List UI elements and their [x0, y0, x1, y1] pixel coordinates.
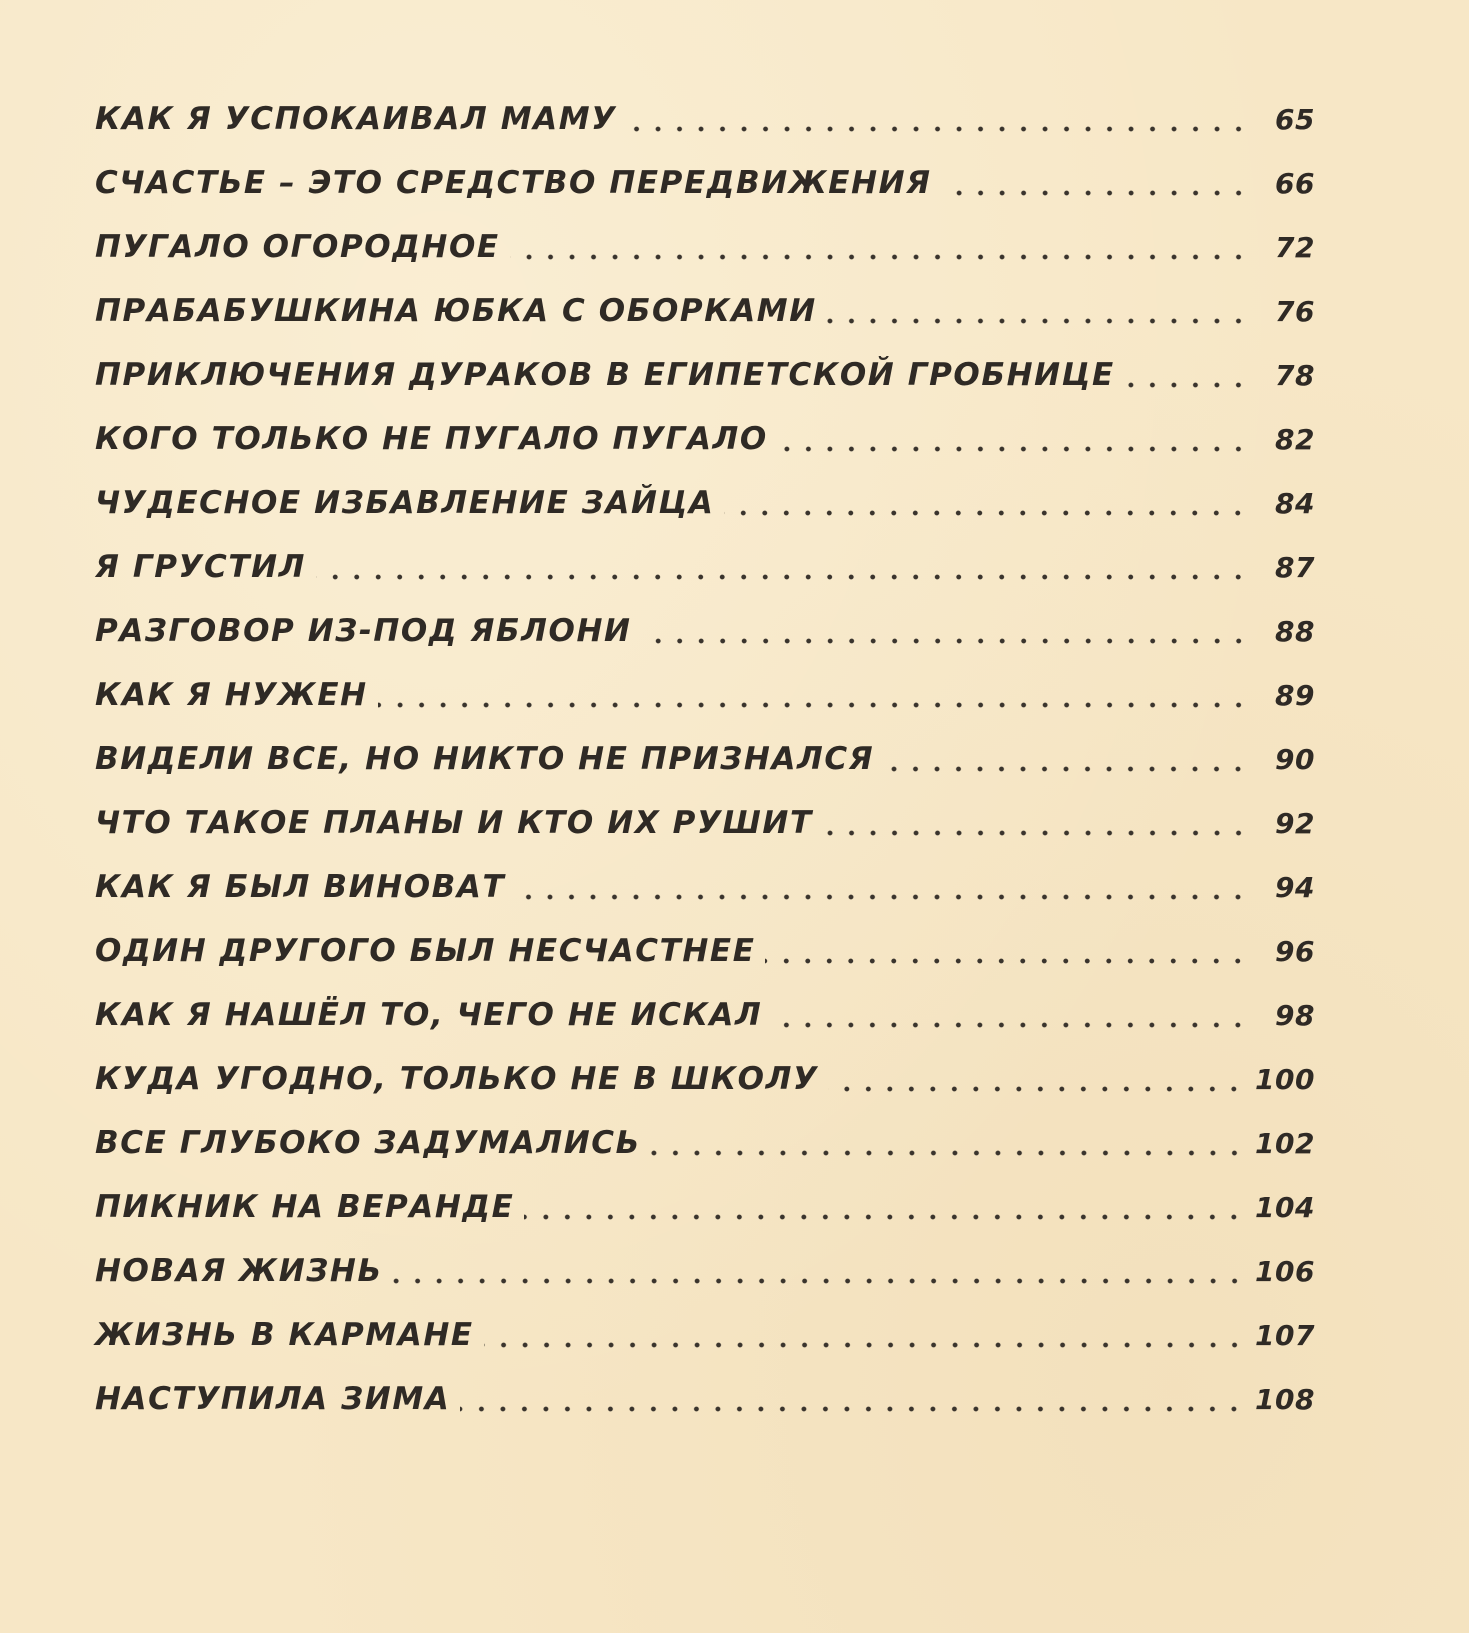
- toc-entry: [95, 1367, 1315, 1431]
- toc-entry-page: 104: [1255, 1190, 1315, 1224]
- toc-entry-page: 78: [1275, 358, 1315, 392]
- toc-entry-page: 100: [1255, 1062, 1315, 1096]
- dot-leader: [884, 742, 1253, 776]
- dot-leader: [765, 934, 1253, 968]
- dot-leader: [772, 998, 1253, 1032]
- toc-entry-page: 84: [1275, 486, 1315, 520]
- dot-leader: [828, 1062, 1249, 1096]
- toc-entry-title: КАК Я НАШЁЛ ТО, ЧЕГО НЕ ИСКАЛ: [95, 997, 763, 1033]
- toc-entry: [95, 855, 1315, 919]
- toc-entry: [95, 87, 1315, 151]
- toc-entry-title: НАСТУПИЛА ЗИМА: [95, 1381, 451, 1417]
- toc-entry-page: 66: [1275, 166, 1315, 200]
- toc-entry-page: 88: [1275, 614, 1315, 648]
- toc-entry-page: 98: [1275, 998, 1315, 1032]
- toc-entry: [95, 599, 1315, 663]
- dot-leader: [627, 102, 1253, 136]
- toc-entry-page: 94: [1275, 870, 1315, 904]
- toc-entry: [95, 535, 1315, 599]
- toc-entry: [95, 1111, 1315, 1175]
- toc-entry: [95, 727, 1315, 791]
- toc-entry-page: 65: [1275, 102, 1315, 136]
- dot-leader: [393, 1254, 1249, 1288]
- toc-entry-page: 96: [1275, 934, 1315, 968]
- dot-leader: [316, 550, 1253, 584]
- toc-entry: [95, 1047, 1315, 1111]
- toc-entry-title: Я ГРУСТИЛ: [95, 549, 307, 585]
- dot-leader: [515, 870, 1253, 904]
- dot-leader: [827, 294, 1253, 328]
- toc-entry-title: КОГО ТОЛЬКО НЕ ПУГАЛО ПУГАЛО: [95, 421, 768, 457]
- toc-entry: [95, 407, 1315, 471]
- dot-leader: [651, 1126, 1249, 1160]
- dot-leader: [460, 1382, 1249, 1416]
- toc-entry-page: 107: [1255, 1318, 1315, 1352]
- toc-entry: [95, 791, 1315, 855]
- toc-entry-title: ОДИН ДРУГОГО БЫЛ НЕСЧАСТНЕЕ: [95, 933, 756, 969]
- toc-entry-title: ВСЕ ГЛУБОКО ЗАДУМАЛИСЬ: [95, 1125, 641, 1161]
- toc-entry: [95, 471, 1315, 535]
- toc-entry-title: ЧУДЕСНОЕ ИЗБАВЛЕНИЕ ЗАЙЦА: [95, 485, 715, 521]
- dot-leader: [942, 166, 1253, 200]
- table-of-contents: [95, 87, 1315, 1431]
- toc-entry-title: ЖИЗНЬ В КАРМАНЕ: [95, 1317, 474, 1353]
- toc-entry: [95, 983, 1315, 1047]
- toc-entry-title: ПУГАЛО ОГОРОДНОЕ: [95, 229, 500, 265]
- toc-entry-title: ПРИКЛЮЧЕНИЯ ДУРАКОВ В ЕГИПЕТСКОЙ ГРОБНИЦЕ: [95, 357, 1115, 393]
- dot-leader: [484, 1318, 1249, 1352]
- toc-entry-page: 92: [1275, 806, 1315, 840]
- dot-leader: [823, 806, 1253, 840]
- toc-entry-title: КУДА УГОДНО, ТОЛЬКО НЕ В ШКОЛУ: [95, 1061, 819, 1097]
- toc-entry: [95, 1303, 1315, 1367]
- toc-entry-title: КАК Я УСПОКАИВАЛ МАМУ: [95, 101, 617, 137]
- dot-leader: [510, 230, 1253, 264]
- toc-entry-page: 90: [1275, 742, 1315, 776]
- toc-entry-page: 102: [1255, 1126, 1315, 1160]
- toc-entry: [95, 215, 1315, 279]
- dot-leader: [378, 678, 1253, 712]
- dot-leader: [524, 1190, 1249, 1224]
- toc-entry: [95, 663, 1315, 727]
- toc-entry-title: НОВАЯ ЖИЗНЬ: [95, 1253, 383, 1289]
- toc-entry-title: ПРАБАБУШКИНА ЮБКА С ОБОРКАМИ: [95, 293, 817, 329]
- toc-entry-title: КАК Я НУЖЕН: [95, 677, 368, 713]
- toc-entry: [95, 1175, 1315, 1239]
- toc-entry-title: ВИДЕЛИ ВСЕ, НО НИКТО НЕ ПРИЗНАЛСЯ: [95, 741, 875, 777]
- dot-leader: [1125, 358, 1253, 392]
- toc-entry: [95, 279, 1315, 343]
- toc-entry: [95, 151, 1315, 215]
- toc-entry-page: 89: [1275, 678, 1315, 712]
- toc-entry-title: РАЗГОВОР ИЗ-ПОД ЯБЛОНИ: [95, 613, 632, 649]
- toc-entry-title: ПИКНИК НА ВЕРАНДЕ: [95, 1189, 515, 1225]
- toc-entry-page: 108: [1255, 1382, 1315, 1416]
- dot-leader: [778, 422, 1253, 456]
- toc-entry-page: 82: [1275, 422, 1315, 456]
- toc-entry-page: 106: [1255, 1254, 1315, 1288]
- dot-leader: [642, 614, 1253, 648]
- toc-entry: [95, 1239, 1315, 1303]
- toc-entry: [95, 343, 1315, 407]
- toc-entry: [95, 919, 1315, 983]
- dot-leader: [724, 486, 1253, 520]
- toc-entry-title: ЧТО ТАКОЕ ПЛАНЫ И КТО ИХ РУШИТ: [95, 805, 813, 841]
- toc-entry-title: КАК Я БЫЛ ВИНОВАТ: [95, 869, 506, 905]
- toc-entry-page: 87: [1275, 550, 1315, 584]
- toc-entry-title: СЧАСТЬЕ – ЭТО СРЕДСТВО ПЕРЕДВИЖЕНИЯ: [95, 165, 932, 201]
- toc-entry-page: 72: [1275, 230, 1315, 264]
- toc-entry-page: 76: [1275, 294, 1315, 328]
